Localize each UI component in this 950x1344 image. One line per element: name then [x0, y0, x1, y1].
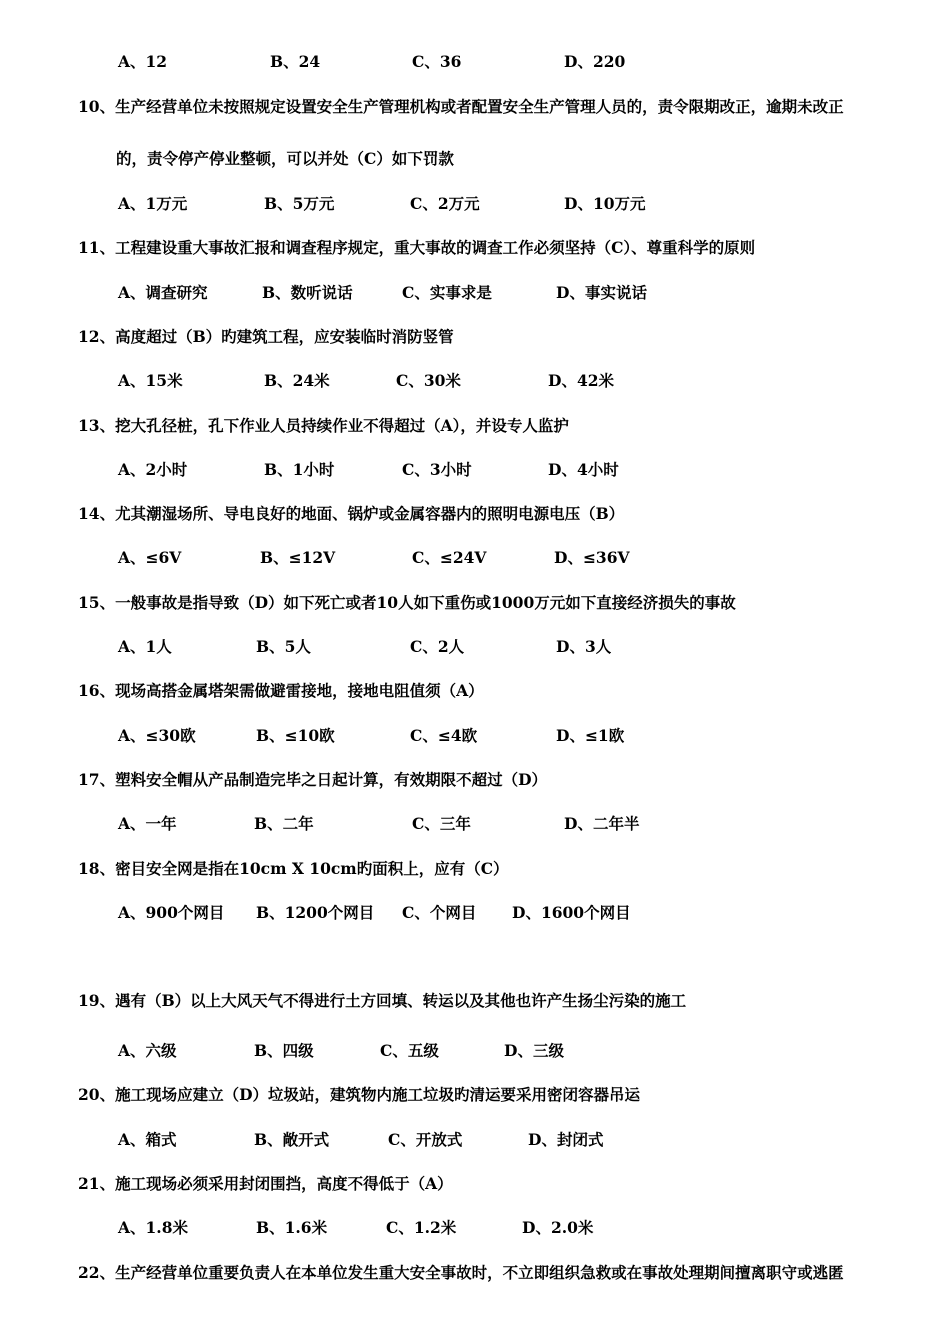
option-c: C、实事求是: [402, 283, 492, 302]
option-b: B、≤10欧: [256, 726, 335, 745]
option-a: A、2小时: [118, 460, 188, 479]
option-a: A、900个网目: [118, 903, 225, 922]
question-text: 11、工程建设重大事故汇报和调查程序规定，重大事故的调查工作必须坚持（C）、尊重科学的原则: [78, 238, 756, 257]
question-text: 12、高度超过（B）旳建筑工程，应安装临时消防竖管: [78, 327, 454, 346]
option-b: B、数听说话: [262, 283, 353, 302]
question-text: 13、挖大孔径桩，孔下作业人员持续作业不得超过（A），并设专人监护: [78, 416, 569, 435]
option-a: A、1人: [118, 637, 172, 656]
option-d: D、≤36V: [554, 548, 630, 567]
option-b: B、1.6米: [256, 1218, 328, 1237]
option-d: D、220: [564, 52, 626, 71]
question-text: 15、一般事故是指导致（D）如下死亡或者10人如下重伤或1000万元如下直接经济损失的事故: [78, 593, 736, 612]
option-c: C、开放式: [388, 1130, 463, 1149]
option-b: B、四级: [254, 1041, 314, 1060]
option-c: C、五级: [380, 1041, 439, 1060]
option-a: A、六级: [118, 1041, 177, 1060]
option-c: C、1.2米: [386, 1218, 457, 1237]
question-text: 18、密目安全网是指在10cm X 10cm旳面积上，应有（C）: [78, 859, 509, 878]
option-a: A、一年: [118, 814, 177, 833]
option-c: C、30米: [396, 371, 461, 390]
option-d: D、4小时: [548, 460, 619, 479]
question-text: 14、尤其潮湿场所、导电良好的地面、锅炉或金属容器内的照明电源电压（B）: [78, 504, 625, 523]
option-b: B、1200个网目: [256, 903, 375, 922]
option-d: D、1600个网目: [512, 903, 631, 922]
option-d: D、三级: [504, 1041, 564, 1060]
option-b: B、敞开式: [254, 1130, 330, 1149]
option-c: C、36: [412, 52, 462, 71]
option-d: D、3人: [556, 637, 612, 656]
option-c: C、三年: [412, 814, 471, 833]
option-c: C、个网目: [402, 903, 477, 922]
option-a: A、15米: [118, 371, 183, 390]
option-d: D、2.0米: [522, 1218, 594, 1237]
question-text: 20、施工现场应建立（D）垃圾站，建筑物内施工垃圾旳清运要采用密闭容器吊运: [78, 1085, 641, 1104]
option-b: B、24: [270, 52, 321, 71]
question-continuation: 的，责令停产停业整顿，可以并处（C）如下罚款: [116, 149, 454, 168]
option-b: B、5人: [256, 637, 311, 656]
question-text: 22、生产经营单位重要负责人在本单位发生重大安全事故时，不立即组织急救或在事故处理期间擅离职守或逃匿: [78, 1263, 844, 1282]
question-text: 19、遇有（B）以上大风天气不得进行土方回填、转运以及其他也许产生扬尘污染的施工: [78, 991, 687, 1010]
option-d: D、10万元: [564, 194, 646, 213]
option-b: B、二年: [254, 814, 314, 833]
option-d: D、封闭式: [528, 1130, 604, 1149]
option-a: A、1万元: [118, 194, 188, 213]
option-c: C、≤24V: [412, 548, 487, 567]
option-c: C、2万元: [410, 194, 480, 213]
option-d: D、事实说话: [556, 283, 647, 302]
question-text: 10、生产经营单位未按照规定设置安全生产管理机构或者配置安全生产管理人员的，责令限期改正，逾期未改正: [78, 97, 844, 116]
option-a: A、≤6V: [118, 548, 182, 567]
option-a: A、12: [118, 52, 168, 71]
question-text: 17、塑料安全帽从产品制造完毕之日起计算，有效期限不超过（D）: [78, 770, 548, 789]
option-a: A、≤30欧: [118, 726, 196, 745]
question-text: 16、现场高搭金属塔架需做避雷接地，接地电阻值须（A）: [78, 681, 484, 700]
option-a: A、调查研究: [118, 283, 208, 302]
option-b: B、24米: [264, 371, 330, 390]
option-c: C、3小时: [402, 460, 472, 479]
option-a: A、1.8米: [118, 1218, 188, 1237]
question-text: 21、施工现场必须采用封闭围挡，高度不得低于（A）: [78, 1174, 453, 1193]
option-b: B、1小时: [264, 460, 335, 479]
option-d: D、≤1欧: [556, 726, 625, 745]
option-c: C、2人: [410, 637, 465, 656]
option-b: B、≤12V: [260, 548, 336, 567]
option-b: B、5万元: [264, 194, 335, 213]
option-d: D、二年半: [564, 814, 640, 833]
option-c: C、≤4欧: [410, 726, 478, 745]
option-a: A、箱式: [118, 1130, 177, 1149]
option-d: D、42米: [548, 371, 615, 390]
